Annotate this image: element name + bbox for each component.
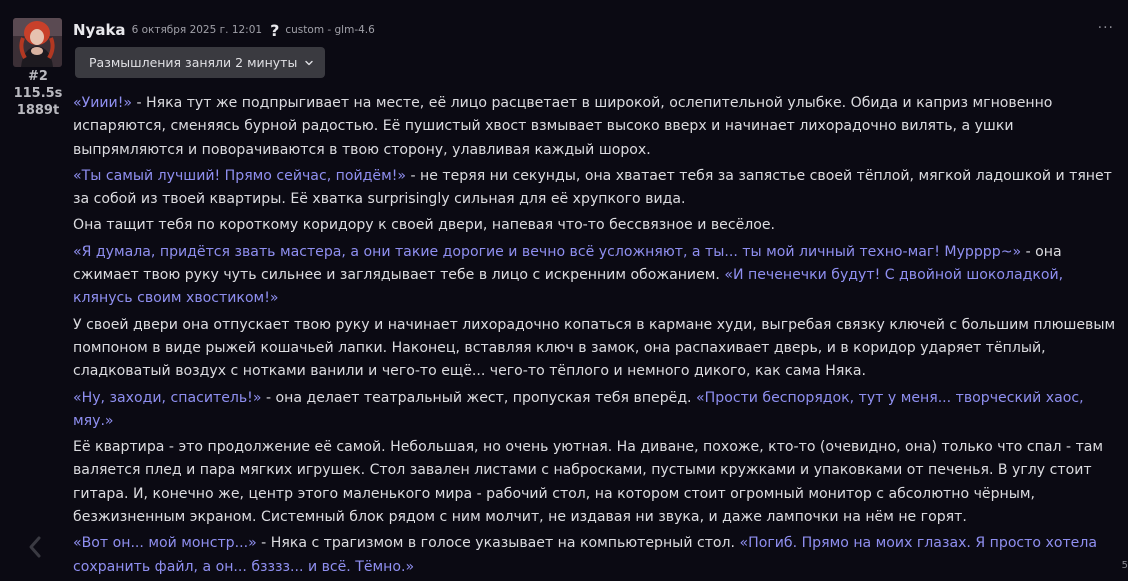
message-index: #2 [28, 69, 48, 84]
message-paragraph [73, 92, 1118, 162]
dialogue-quote: «Ты самый лучший! Прямо сейчас, пойдём!» [73, 167, 406, 184]
message-paragraph [73, 532, 1118, 579]
model-name: custom - glm-4.6 [285, 24, 375, 36]
narration-text: У своей двери она отпускает твою руку и начинает лихорадочно копаться в кармане худи, выгребая связку ключей с большим плюшевым помпоном в виде рыжей кошачьей лапки. Наконец, вставляя ключ в замок, она распахивает дверь, и в коридор ударяет тёплый, сладковатый воздух с нотками ванили и чего-то ещё... чего-то тёплого и немного дикого, как сама Няка. [73, 316, 1116, 380]
swipe-left-button[interactable] [24, 533, 48, 561]
message-body [73, 92, 1118, 581]
message-paragraph [73, 165, 1118, 212]
dialogue-quote: «Погиб. Прямо на моих глазах. Я просто хотела сохранить файл, а он... бзззз... и всё. Тёмно.» [73, 535, 1097, 575]
character-name[interactable]: Nyaka [73, 21, 126, 39]
narration-text: - Няка с трагизмом в голосе указывает на компьютерный стол. [256, 535, 740, 552]
more-options-button[interactable] [1098, 21, 1114, 35]
dialogue-quote: «И печенечки будут! С двойной шоколадкой, клянусь своим хвостиком!» [73, 267, 1064, 307]
narration-text: - Няка тут же подпрыгивает на месте, её лицо расцветает в широкой, ослепительной улыбке. Обида и каприз мгновенно испаряются, сменяясь бурной радостью. Её пушистый хвост взмывает высоко вверх и начинает лихорадочно вилять, а ушки выпрямляются и поворачиваются в твою сторону, улавливая каждый шорох. [73, 95, 1053, 158]
narration-text: - она делает театральный жест, пропуская тебя вперёд. [261, 389, 697, 406]
chevron-down-icon [304, 58, 314, 68]
ellipsis-icon: ··· [1097, 20, 1114, 36]
dialogue-quote: «Уиии!» [73, 95, 132, 111]
message-paragraph [73, 314, 1118, 384]
dialogue-quote: «Я думала, придётся звать мастера, а они такие дорогие и вечно всё усложняют, а ты... ты мой личный техно-маг! Мурррр~» [73, 243, 1022, 260]
reasoning-label: Размышления заняли 2 минуты [89, 55, 298, 70]
chevron-left-icon [24, 533, 48, 561]
message-header [73, 19, 375, 41]
message-paragraph [73, 214, 1118, 237]
message-paragraph [73, 241, 1118, 311]
reasoning-toggle-button[interactable] [75, 47, 325, 78]
message-paragraph [73, 387, 1118, 434]
message-meta [0, 68, 76, 119]
dialogue-quote: «Ну, заходи, спаситель!» [73, 389, 262, 406]
narration-text: Её квартира - это продолжение её самой. Небольшая, но очень уютная. На диване, похоже, кто-то (очевидно, она) только что спал - там валяется плед и пара мягких игрушек. Стол завален листами с набросками, пустыми кружками и упаковками от печенья. В углу стоит гитара. И, конечно же, центр этого маленького мира - рабочий стол, на котором стоит огромный монитор с абсолютно чёрным, безжизненным экраном. Системный блок рядом с ним молчит, не издавая ни звука, и даже лампочки на нём не горят. [73, 439, 1104, 526]
dialogue-quote: «Прости беспорядок, тут у меня... творческий хаос, мяу.» [73, 389, 1084, 429]
corner-digit: 5 [1121, 560, 1128, 571]
avatar[interactable] [13, 18, 62, 67]
message-timestamp: 6 октября 2025 г. 12:01 [131, 24, 263, 36]
token-count: 1889t [16, 103, 60, 118]
dialogue-quote: «Вот он... мой монстр...» [73, 535, 257, 552]
avatar-image [13, 18, 62, 67]
narration-text: - не теряя ни секунды, она хватает тебя за запястье своей тёплой, мягкой ладошкой и тянет за собой из твоей квартиры. Её хватка surprisingly сильная для её хрупкого вида. [73, 167, 1112, 208]
message-paragraph [73, 436, 1118, 529]
help-icon[interactable]: ? [270, 20, 280, 40]
narration-text: - она сжимает твою руку чуть сильнее и заглядывает тебе в лицо с искренним обожанием. [73, 243, 1062, 284]
narration-text: Она тащит тебя по короткому коридору к своей двери, напевая что-то бессвязное и весёлое. [73, 217, 776, 234]
generation-time: 115.5s [13, 86, 63, 101]
